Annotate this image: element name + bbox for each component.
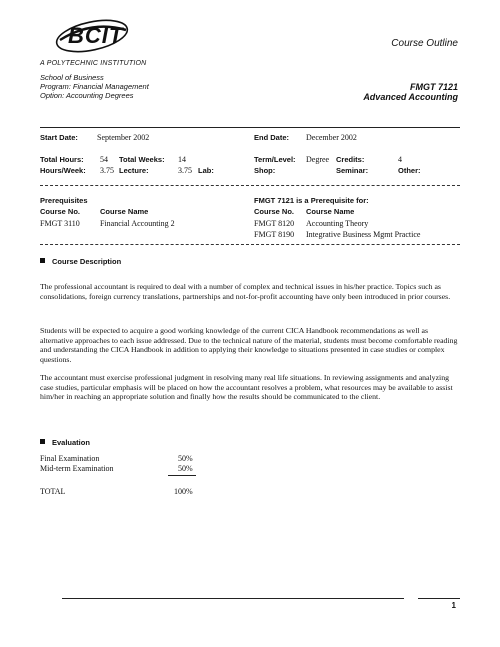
prereq-course-name: Financial Accounting 2: [100, 219, 175, 228]
prereq-divider: [40, 244, 460, 245]
hours-week-value: 3.75: [100, 166, 114, 175]
hours-week-label: Hours/Week:: [40, 166, 86, 175]
description-paragraph-2: Students will be expected to acquire a good working knowledge of the current CICA Handbook recommendations as well as alternative approaches to each issue addressed. Due to the technical nature of the material, students must become comfortable reading and understanding the CICA Handbook in addition to applying their knowledge to situations presented in case studies or complex questions.: [40, 326, 458, 364]
course-title: Advanced Accounting: [363, 92, 458, 102]
lab-label: Lab:: [198, 166, 214, 175]
lecture-value: 3.75: [178, 166, 192, 175]
prereq-for-course-name: Accounting Theory: [306, 219, 369, 228]
start-date-value: September 2002: [97, 133, 150, 142]
prereq-for-title: FMGT 7121 is a Prerequisite for:: [254, 196, 369, 205]
description-paragraph-3: The accountant must exercise professional judgment in resolving many real life situations. In reviewing assignments and analyzing case studies, particular emphasis will be placed on how the accountant resolves a problem, what resources may be available to assist him/her in reaching an appropriate solution and finally how the results should be communicated to the client.: [40, 373, 453, 402]
eval-item-value: 50%: [178, 464, 193, 473]
prereq-for-col-name: Course Name: [306, 207, 355, 216]
end-date-label: End Date:: [254, 133, 290, 142]
eval-item-label: Mid-term Examination: [40, 464, 114, 473]
footer-divider: [62, 598, 404, 599]
prereq-course-no: FMGT 3110: [40, 219, 80, 228]
total-hours-value: 54: [100, 155, 108, 164]
total-hours-label: Total Hours:: [40, 155, 84, 164]
option-name: Option: Accounting Degrees: [40, 91, 134, 100]
prereq-col-no: Course No.: [40, 207, 81, 216]
bcit-logo: [52, 16, 132, 56]
footer-divider-right: [418, 598, 460, 599]
info-divider: [40, 185, 460, 186]
prereq-for-col-no: Course No.: [254, 207, 295, 216]
logo-text: BCIT: [68, 23, 124, 48]
bullet-square-icon: [40, 258, 45, 263]
eval-item-value: 50%: [178, 454, 193, 463]
prereq-for-course-no: FMGT 8120: [254, 219, 295, 228]
credits-value: 4: [398, 155, 402, 164]
prereq-col-name: Course Name: [100, 207, 149, 216]
school-name: School of Business: [40, 73, 104, 82]
bullet-square-icon: [40, 439, 45, 444]
prereq-for-course-name: Integrative Business Mgmt Practice: [306, 230, 421, 239]
end-date-value: December 2002: [306, 133, 357, 142]
term-level-label: Term/Level:: [254, 155, 296, 164]
prerequisites-title: Prerequisites: [40, 196, 88, 205]
total-weeks-label: Total Weeks:: [119, 155, 165, 164]
prereq-for-course-no: FMGT 8190: [254, 230, 295, 239]
lecture-label: Lecture:: [119, 166, 149, 175]
header-divider: [40, 127, 460, 128]
shop-label: Shop:: [254, 166, 276, 175]
course-description-heading: Course Description: [40, 257, 121, 266]
page-number: 1: [451, 601, 456, 610]
course-code: FMGT 7121: [409, 82, 458, 92]
eval-item-label: Final Examination: [40, 454, 100, 463]
eval-total-label: TOTAL: [40, 487, 66, 496]
institution-tagline: A POLYTECHNIC INSTITUTION: [40, 60, 147, 67]
other-label: Other:: [398, 166, 421, 175]
seminar-label: Seminar:: [336, 166, 369, 175]
eval-total-value: 100%: [174, 487, 193, 496]
eval-subtotal-line: [168, 475, 196, 476]
credits-label: Credits:: [336, 155, 365, 164]
term-level-value: Degree: [306, 155, 330, 164]
description-paragraph-1: The professional accountant is required to deal with a number of complex and technical issues in his/her practice. Topics such as consolidations, foreign currency translations, partnerships and not-for-profit accounting have only been introduced in prior courses.: [40, 282, 451, 301]
evaluation-heading: Evaluation: [40, 438, 90, 447]
document-type: Course Outline: [391, 38, 458, 49]
start-date-label: Start Date:: [40, 133, 78, 142]
total-weeks-value: 14: [178, 155, 186, 164]
program-name: Program: Financial Management: [40, 82, 149, 91]
